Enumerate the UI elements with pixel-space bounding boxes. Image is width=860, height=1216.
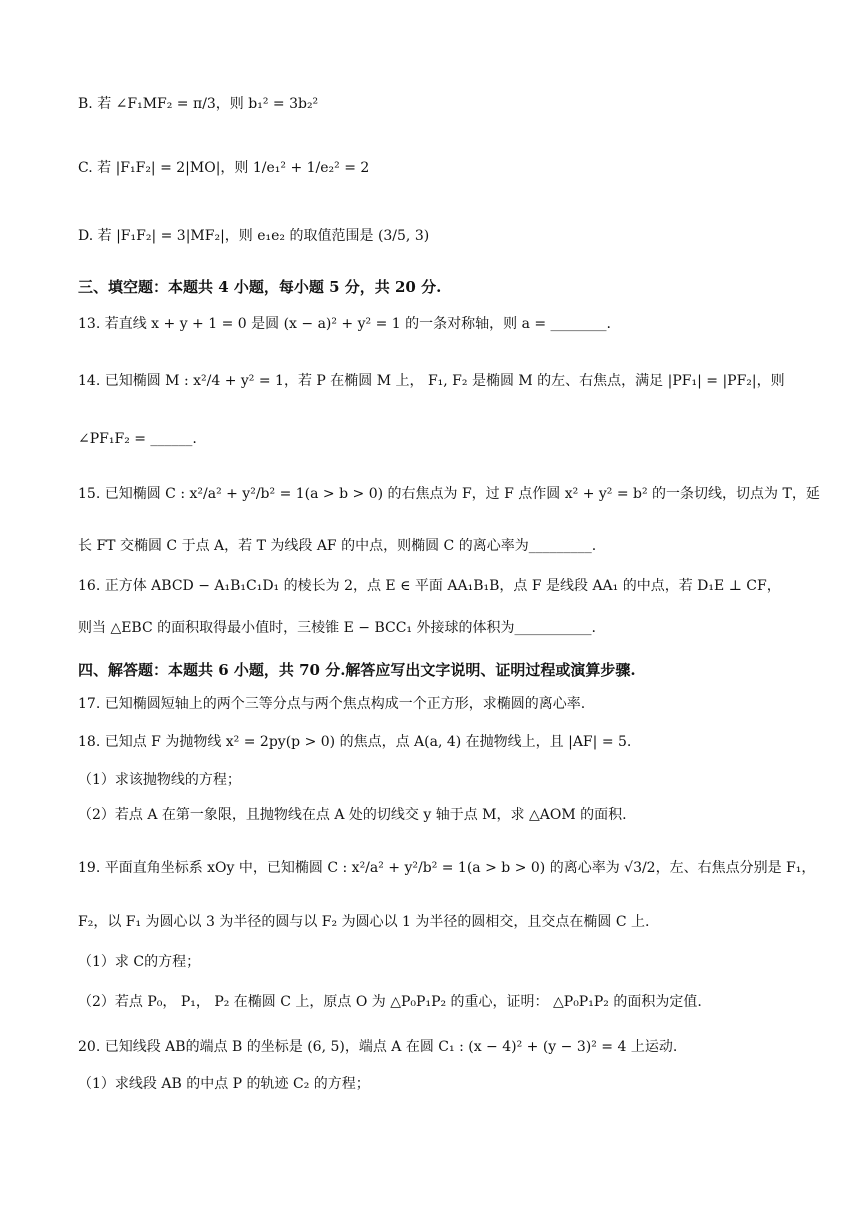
question-19-line-1: 19. 平面直角坐标系 xOy 中，已知椭圆 C : x²/a² + y²/b² = 1(a > b > 0) 的离心率为 √3/2，左、右焦点分别是 F₁， bbox=[78, 860, 816, 876]
question-15-line-1: 15. 已知椭圆 C : x²/a² + y²/b² = 1(a > b > 0) 的右焦点为 F，过 F 点作圆 x² + y² = b² 的一条切线，切点为 T，延 bbox=[78, 486, 820, 502]
question-19-line-2: F₂，以 F₁ 为圆心以 3 为半径的圆与以 F₂ 为圆心以 1 为半径的圆相交，且交点在椭圆 C 上. bbox=[78, 914, 650, 930]
question-17: 17. 已知椭圆短轴上的两个三等分点与两个焦点构成一个正方形，求椭圆的离心率. bbox=[78, 696, 586, 712]
option-c: C. 若 |F₁F₂| = 2|MO|，则 1/e₁² + 1/e₂² = 2 bbox=[78, 160, 370, 176]
question-16-line-1: 16. 正方体 ABCD − A₁B₁C₁D₁ 的棱长为 2，点 E ∈ 平面 AA₁B₁B，点 F 是线段 AA₁ 的中点，若 D₁E ⊥ CF， bbox=[78, 578, 781, 594]
question-16-line-2: 则当 △EBC 的面积取得最小值时，三棱锥 E − BCC₁ 外接球的体积为___________. bbox=[78, 620, 596, 636]
question-13: 13. 若直线 x + y + 1 = 0 是圆 (x − a)² + y² = 1 的一条对称轴，则 a = ________. bbox=[78, 316, 612, 332]
option-b: B. 若 ∠F₁MF₂ = π/3，则 b₁² = 3b₂² bbox=[78, 96, 319, 112]
question-14-line-1: 14. 已知椭圆 M : x²/4 + y² = 1，若 P 在椭圆 M 上， F₁, F₂ 是椭圆 M 的左、右焦点，满足 |PF₁| = |PF₂|，则 bbox=[78, 373, 785, 389]
question-20-part-1: （1）求线段 AB 的中点 P 的轨迹 C₂ 的方程； bbox=[78, 1076, 370, 1092]
question-19-part-1: （1）求 C的方程； bbox=[78, 954, 201, 970]
question-20: 20. 已知线段 AB的端点 B 的坐标是 (6, 5)，端点 A 在圆 C₁ : (x − 4)² + (y − 3)² = 4 上运动. bbox=[78, 1039, 678, 1055]
question-14-line-2: ∠PF₁F₂ = ______. bbox=[78, 431, 197, 447]
option-d: D. 若 |F₁F₂| = 3|MF₂|，则 e₁e₂ 的取值范围是 (3/5, 3) bbox=[78, 228, 430, 244]
question-18-part-2: （2）若点 A 在第一象限，且抛物线在点 A 处的切线交 y 轴于点 M，求 △AOM 的面积. bbox=[78, 807, 627, 823]
section-heading-answer: 四、解答题：本题共 6 小题，共 70 分.解答应写出文字说明、证明过程或演算步骤. bbox=[78, 661, 636, 679]
question-18-part-1: （1）求该抛物线的方程； bbox=[78, 772, 241, 788]
question-19-part-2: （2）若点 P₀， P₁， P₂ 在椭圆 C 上，原点 O 为 △P₀P₁P₂ 的重心，证明： △P₀P₁P₂ 的面积为定值. bbox=[78, 994, 702, 1010]
question-15-line-2: 长 FT 交椭圆 C 于点 A，若 T 为线段 AF 的中点，则椭圆 C 的离心率为_________. bbox=[78, 538, 597, 554]
section-heading-fill-in: 三、填空题：本题共 4 小题，每小题 5 分，共 20 分. bbox=[78, 278, 442, 296]
question-18: 18. 已知点 F 为抛物线 x² = 2py(p > 0) 的焦点，点 A(a, 4) 在抛物线上，且 |AF| = 5. bbox=[78, 734, 632, 750]
